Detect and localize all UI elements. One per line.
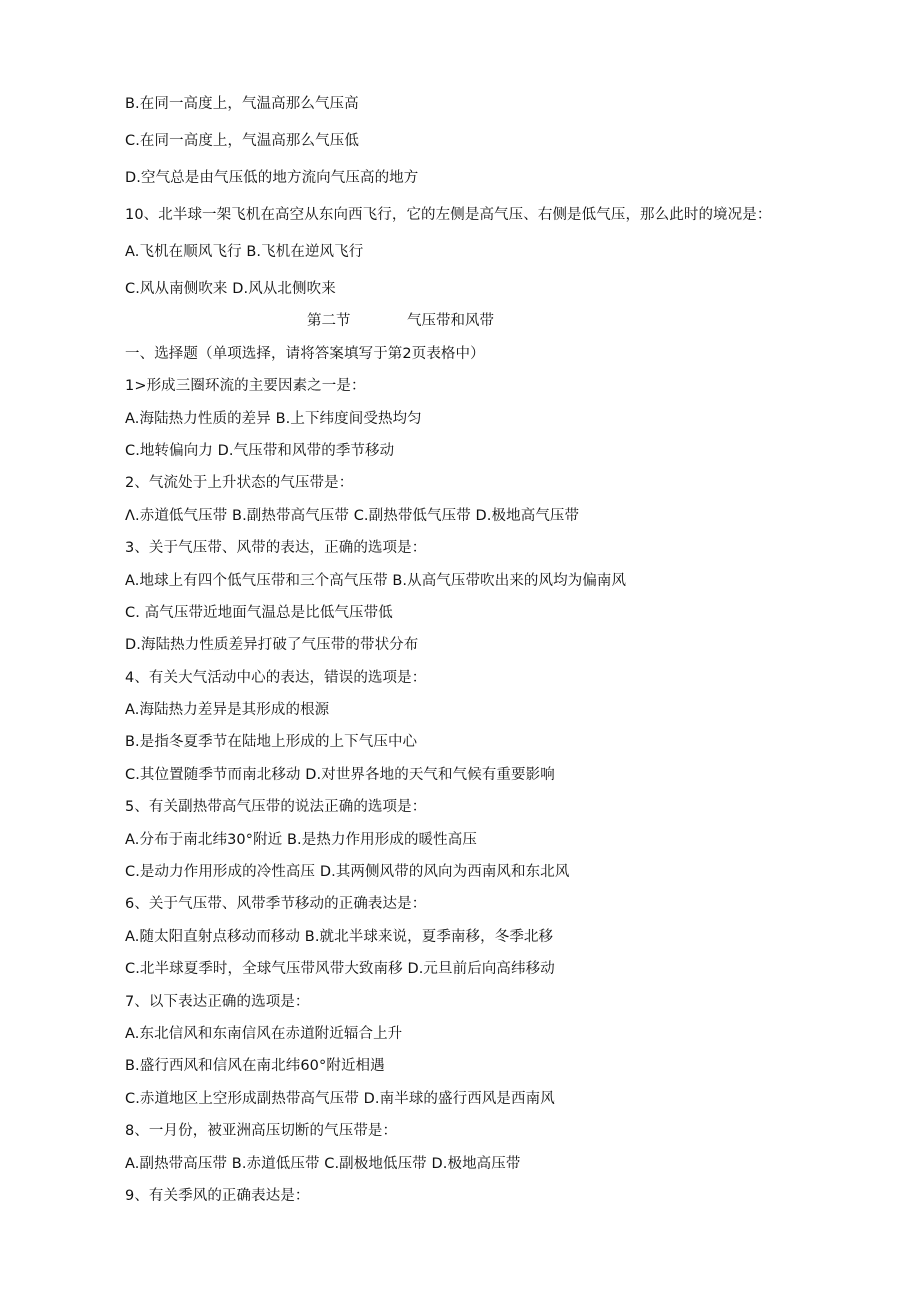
document-page <box>125 94 865 1218</box>
option-line: B.是指冬夏季节在陆地上形成的上下气压中心 <box>125 734 418 751</box>
option-line: D.海陆热力性质差异打破了气压带的带状分布 <box>125 637 419 654</box>
option-line: A.海陆热力性质的差异 B.上下纬度间受热均匀 <box>125 410 422 427</box>
option-line: C.其位置随季节而南北移动 D.对世界各地的天气和气候有重要影响 <box>125 766 555 783</box>
question-line: 10、北半球一架飞机在高空从东向西飞行，它的左侧是高气压、右侧是低气压，那么此时的境况是： <box>125 207 772 223</box>
option-line: C.风从南侧吹来 D.风从北侧吹来 <box>125 281 336 297</box>
option-line: B.在同一高度上，气温高那么气压高 <box>125 96 359 112</box>
option-line: A.随太阳直射点移动而移动 B.就北半球来说，夏季南移，冬季北移 <box>125 928 554 945</box>
question-line: 5、有关副热带高气压带的说法正确的选项是： <box>125 799 427 816</box>
option-line: C.地转偏向力 D.气压带和风带的季节移动 <box>125 442 395 459</box>
question-line: 8、一月份，被亚洲高压切断的气压带是： <box>125 1123 398 1140</box>
question-line: 4、有关大气活动中心的表达，错误的选项是： <box>125 669 427 686</box>
option-line: A.东北信风和东南信风在赤道附近辐合上升 <box>125 1025 403 1042</box>
option-line: C.是动力作用形成的冷性高压 D.其两侧风带的风向为西南风和东北风 <box>125 864 570 881</box>
option-line: Λ.赤道低气压带 B.副热带高气压带 C.副热带低气压带 D.极地高气压带 <box>125 507 580 524</box>
question-line: 7、以下表达正确的选项是： <box>125 993 310 1010</box>
option-line: A.副热带高压带 B.赤道低压带 C.副极地低压带 D.极地高压带 <box>125 1155 521 1172</box>
option-line: A.飞机在顺风飞行 B.飞机在逆风飞行 <box>125 244 364 260</box>
question-line: 9、有关季风的正确表达是： <box>125 1187 310 1204</box>
question-line: 6、关于气压带、风带季节移动的正确表达是： <box>125 896 427 913</box>
option-line: C.北半球夏季时，全球气压带风带大致南移 D.元旦前后向高纬移动 <box>125 961 555 978</box>
question-list <box>125 344 865 1206</box>
question-line: 2、气流处于上升状态的气压带是： <box>125 475 354 492</box>
prev-section-block <box>125 94 865 299</box>
section-number: 第二节 <box>307 313 351 330</box>
section-heading <box>125 311 865 331</box>
question-line: 1>形成三圈环流的主要因素之一是： <box>125 378 366 395</box>
option-line: A.分布于南北纬30°附近 B.是热力作用形成的暖性高压 <box>125 831 477 848</box>
question-line: 3、关于气压带、风带的表达，正确的选项是： <box>125 540 427 557</box>
option-line: C.在同一高度上，气温高那么气压低 <box>125 133 359 149</box>
option-line: A.海陆热力差异是其形成的根源 <box>125 702 330 719</box>
instruction-line: 一、选择题（单项选择，请将答案填写于第2页表格中） <box>125 345 485 362</box>
option-line: C.赤道地区上空形成副热带高气压带 D.南半球的盛行西风是西南风 <box>125 1090 555 1107</box>
option-line: C. 高气压带近地面气温总是比低气压带低 <box>125 604 393 621</box>
section-title: 气压带和风带 <box>407 313 494 330</box>
option-line: A.地球上有四个低气压带和三个高气压带 B.从高气压带吹出来的风均为偏南风 <box>125 572 627 589</box>
option-line: B.盛行西风和信风在南北纬60°附近相遇 <box>125 1058 385 1075</box>
option-line: D.空气总是由气压低的地方流向气压高的地方 <box>125 170 419 186</box>
